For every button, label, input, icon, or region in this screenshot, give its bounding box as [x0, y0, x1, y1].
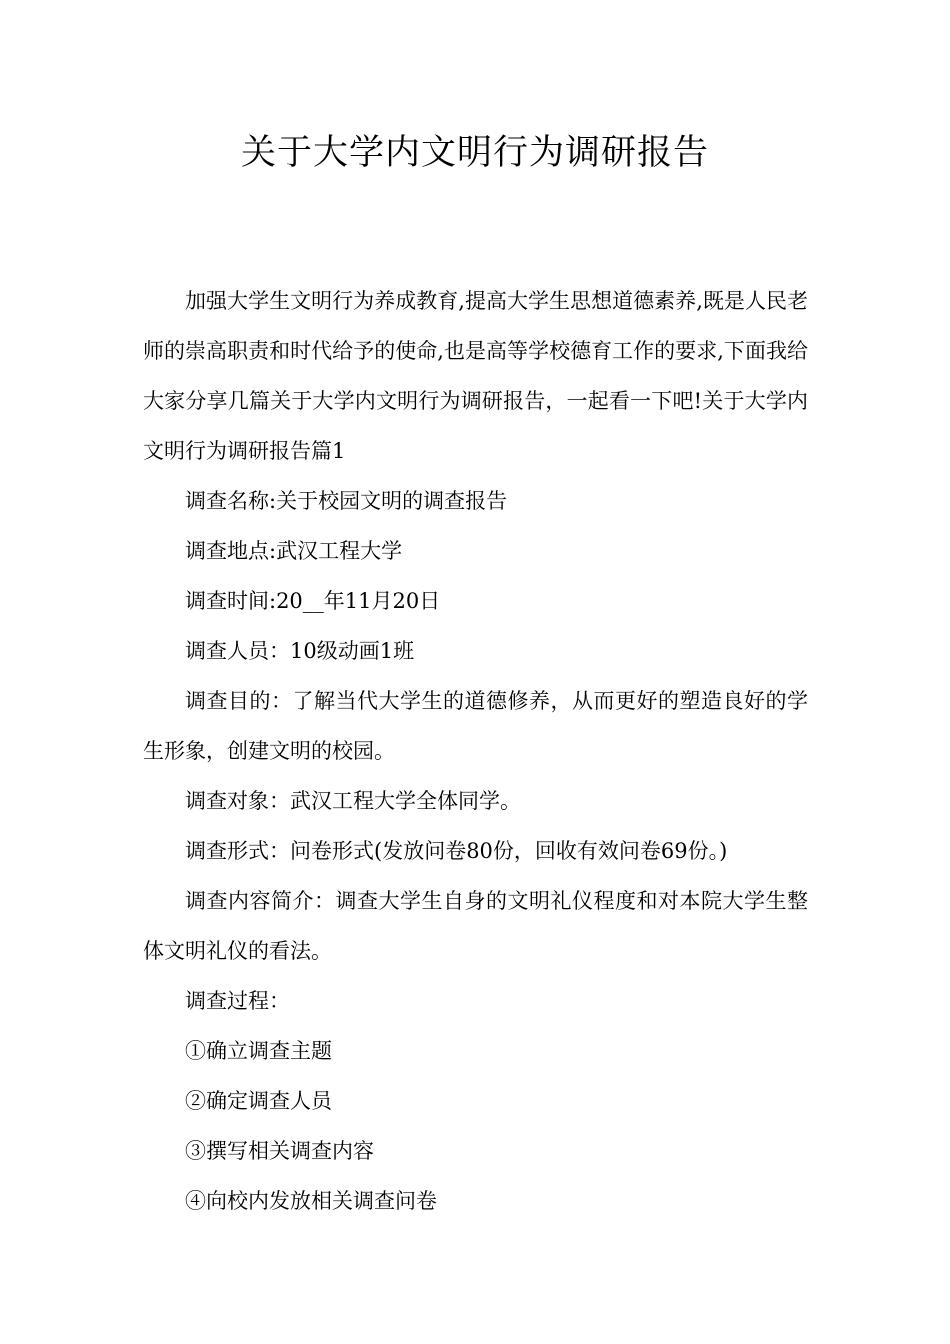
survey-location: 调查地点:武汉工程大学: [185, 539, 403, 563]
survey-purpose: 调查目的：了解当代大学生的道德修养，从而更好的塑造良好的学生形象，创建文明的校园。: [143, 689, 808, 763]
survey-target: 调查对象：武汉工程大学全体同学。: [185, 789, 521, 813]
document-body: [143, 276, 808, 1226]
survey-process-heading: 调查过程：: [185, 989, 290, 1013]
survey-name: 调查名称:关于校园文明的调查报告: [185, 489, 508, 513]
intro-paragraph: 加强大学生文明行为养成教育,提高大学生思想道德素养,既是人民老师的崇高职责和时代给予的使命,也是高等学校德育工作的要求,下面我给大家分享几篇关于大学内文明行为调研报告，一起看一下吧!关于大学内文明行为调研报告篇1: [143, 289, 808, 463]
process-step: ②确定调查人员: [185, 1089, 332, 1113]
process-step: ③撰写相关调查内容: [185, 1139, 374, 1163]
survey-time: 调查时间:20__年11月20日: [185, 589, 441, 613]
survey-form: 调查形式：问卷形式(发放问卷80份，回收有效问卷69份。): [185, 839, 728, 863]
document-title: 关于大学内文明行为调研报告: [240, 133, 709, 173]
process-step: ①确立调查主题: [185, 1039, 332, 1063]
process-step: ④向校内发放相关调查问卷: [185, 1189, 437, 1213]
survey-content: 调查内容简介：调查大学生自身的文明礼仪程度和对本院大学生整体文明礼仪的看法。: [143, 889, 808, 963]
survey-staff: 调查人员：10级动画1班: [185, 639, 415, 663]
